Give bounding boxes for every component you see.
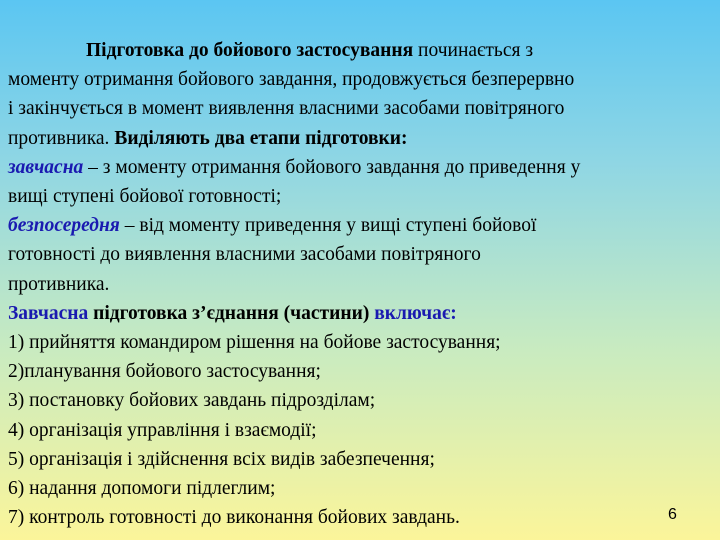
intro-text: починається з [413, 40, 534, 61]
stage-2-line-1 [8, 211, 714, 240]
stage-2-term: безпосередня [8, 215, 120, 237]
stages-heading: Виділяють два етапи підготовки: [114, 127, 408, 149]
list-header-term: Завчасна [8, 302, 89, 324]
list-item: 2)планування бойового застосування; [8, 361, 321, 383]
intro-line-3: і закінчується в момент виявлення власними засобами повітряного [8, 98, 565, 120]
intro-line-4 [8, 124, 714, 153]
list-header-subject: підготовка з’єднання (частини) [88, 302, 375, 324]
stage-2-text: – від моменту приведення у вищі ступені бойової [119, 215, 537, 237]
page-number: 6 [668, 506, 677, 523]
stage-1-text: – з моменту отримання бойового завдання до приведення у [83, 156, 581, 178]
intro-line-1 [8, 36, 714, 65]
intro-text-end: противника. [8, 127, 115, 149]
stage-1-line-2: вищі ступені бойової готовності; [8, 186, 282, 208]
list-item: 7) контроль готовності до виконання бойових завдань. [8, 507, 460, 529]
stage-1-term: завчасна [8, 156, 84, 178]
slide-body [8, 36, 714, 532]
list-item: 6) надання допомоги підлеглим; [8, 478, 276, 500]
list-item: 5) організація і здійснення всіх видів забезпечення; [8, 448, 435, 470]
stage-2-line-2: готовності до виявлення власними засобами повітряного [8, 244, 481, 266]
list-item: 1) прийняття командиром рішення на бойове застосування; [8, 332, 501, 354]
list-item: 3) постановку бойових завдань підрозділам; [8, 390, 376, 412]
stage-1-line-1 [8, 153, 714, 182]
intro-line-2: моменту отримання бойового завдання, продовжується безперервно [8, 69, 575, 91]
stage-2-line-3: противника. [8, 273, 110, 295]
list-header [8, 299, 714, 328]
list-item: 4) організація управління і взаємодії; [8, 419, 317, 441]
list-header-verb: включає: [374, 302, 457, 324]
intro-heading: Підготовка до бойового застосування [86, 40, 414, 61]
